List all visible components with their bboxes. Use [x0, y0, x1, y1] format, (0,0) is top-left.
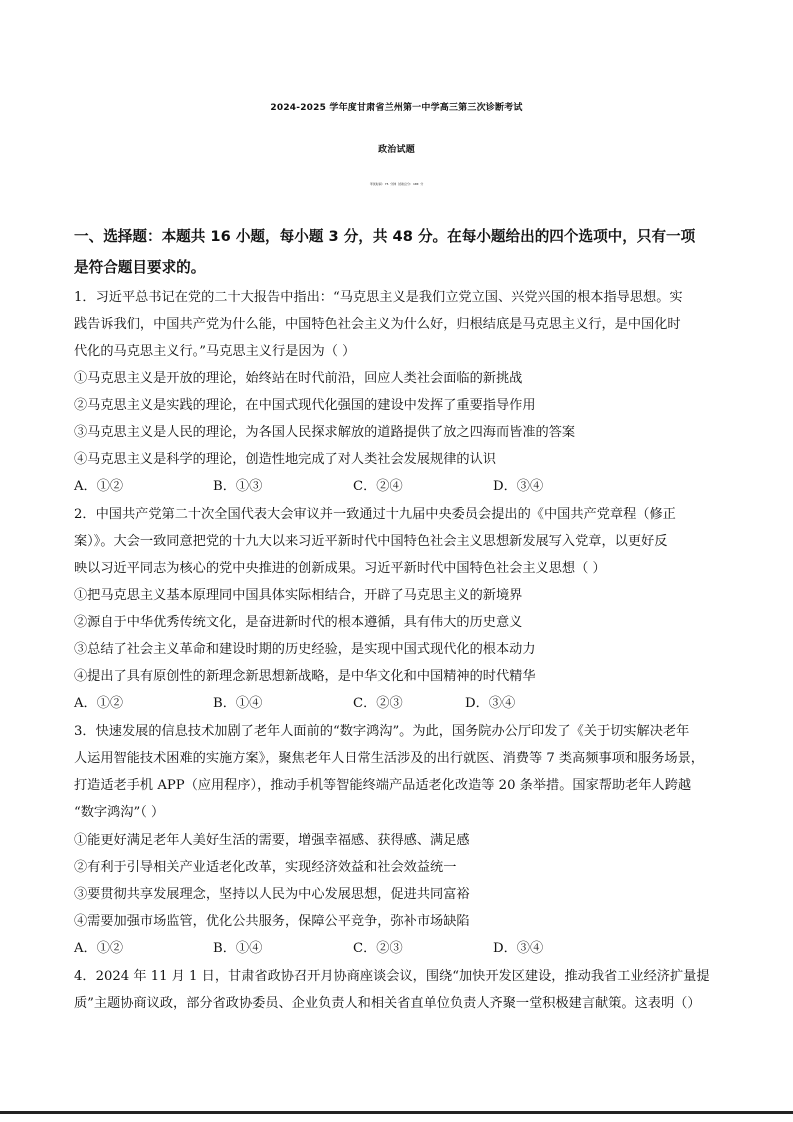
q3-option-d[interactable]: D．③④: [493, 941, 544, 956]
q1-option-a[interactable]: A．①②: [74, 479, 124, 494]
q3-stem: “数字鸿沟”（ ）: [74, 805, 165, 820]
q3-option-a[interactable]: A．①②: [74, 941, 124, 956]
q3-item: ②有利于引导相关产业适老化改革，实现经济效益和社会效益统一: [74, 860, 457, 875]
q2-item: ④提出了具有原创性的新理念新思想新战略，是中华文化和中国精神的时代精华: [74, 669, 536, 684]
q1-item: ③马克思主义是人民的理论，为各国人民探求解放的道路提供了放之四海而皆准的答案: [74, 425, 576, 440]
q3-option-c[interactable]: C．②③: [353, 941, 403, 956]
q2-stem: 2．中国共产党第二十次全国代表大会审议并一致通过十九届中央委员会提出的《中国共产党章程（修正: [74, 507, 676, 522]
q4-stem: 4．2024 年 11 月 1 日，甘肃省政协召开月协商座谈会议，围绕“加快开发区建设，推动我省工业经济扩量提: [74, 969, 710, 984]
q3-item: ④需要加强市场监管，优化公共服务，保障公平竞争，弥补市场缺陷: [74, 914, 470, 929]
q3-item: ①能更好满足老年人美好生活的需要，增强幸福感、获得感、满足感: [74, 833, 470, 848]
q4-stem: 质”主题协商议政，部分省政协委员、企业负责人和相关省直单位负责人齐聚一堂积极建言献策。这表明（）: [74, 996, 701, 1011]
section-heading: 一、选择题：本题共 16 小题，每小题 3 分，共 48 分。在每小题给出的四个选项中，只有一项: [74, 228, 696, 245]
q2-option-a[interactable]: A．①②: [74, 696, 124, 711]
q3-stem: 人运用智能技术困难的实施方案》，聚焦老年人日常生活涉及的出行就医、消费等 7 类高频事项和服务场景，: [74, 751, 704, 766]
subject-title: 政治试题: [378, 145, 415, 155]
q2-item: ③总结了社会主义革命和建设时期的历史经验，是实现中国式现代化的根本动力: [74, 642, 536, 657]
exam-title: 2024-2025 学年度甘肃省兰州第一中学高三第三次诊断考试: [270, 103, 523, 113]
page-bottom-rule: [0, 1111, 793, 1114]
q1-item: ④马克思主义是科学的理论，创造性地完成了对人类社会发展规律的认识: [74, 452, 496, 467]
q1-stem: 代化的马克思主义行。”马克思主义行是因为（ ）: [74, 344, 356, 359]
q1-item: ①马克思主义是开放的理论，始终站在时代前沿，回应人类社会面临的新挑战: [74, 371, 523, 386]
q3-item: ③要贯彻共享发展理念，坚持以人民为中心发展思想，促进共同富裕: [74, 887, 470, 902]
q3-stem: 3．快速发展的信息技术加剧了老年人面前的“数字鸿沟”。为此，国务院办公厅印发了《关于切实解决老年: [74, 724, 690, 739]
q2-option-b[interactable]: B．①④: [213, 696, 263, 711]
q2-option-d[interactable]: D．③④: [465, 696, 516, 711]
q1-stem: 1．习近平总书记在党的二十大报告中指出：“马克思主义是我们立党立国、兴党兴国的根本指导思想。实: [74, 290, 683, 305]
q2-stem: 案）》。大会一致同意把党的十九大以来习近平新时代中国特色社会主义思想新发展写入党章，以更好反: [74, 534, 668, 549]
q1-stem: 践告诉我们，中国共产党为什么能，中国特色社会主义为什么好，归根结底是马克思主义行，是中国化时: [74, 317, 681, 332]
q1-item: ②马克思主义是实践的理论，在中国式现代化强国的建设中发挥了重要指导作用: [74, 398, 536, 413]
q2-option-c[interactable]: C．②③: [353, 696, 403, 711]
q3-option-b[interactable]: B．①④: [213, 941, 263, 956]
q1-option-b[interactable]: B．①③: [213, 479, 263, 494]
exam-info: 考试时间：75 分钟 试卷总分：100 分: [369, 182, 424, 186]
q1-option-c[interactable]: C．②④: [353, 479, 403, 494]
q3-stem: 打造适老手机 APP（应用程序），推动手机等智能终端产品适老化改造等 20 条举措。国家帮助老年人跨越: [74, 778, 692, 793]
q1-option-d[interactable]: D．③④: [493, 479, 544, 494]
q2-item: ②源自于中华优秀传统文化，是奋进新时代的根本遵循，具有伟大的历史意义: [74, 615, 523, 630]
section-heading-cont: 是符合题目要求的。: [74, 259, 206, 276]
q2-item: ①把马克思主义基本原理同中国具体实际相结合，开辟了马克思主义的新境界: [74, 588, 523, 603]
q2-stem: 映以习近平同志为核心的党中央推进的创新成果。习近平新时代中国特色社会主义思想（ ）: [74, 561, 606, 576]
